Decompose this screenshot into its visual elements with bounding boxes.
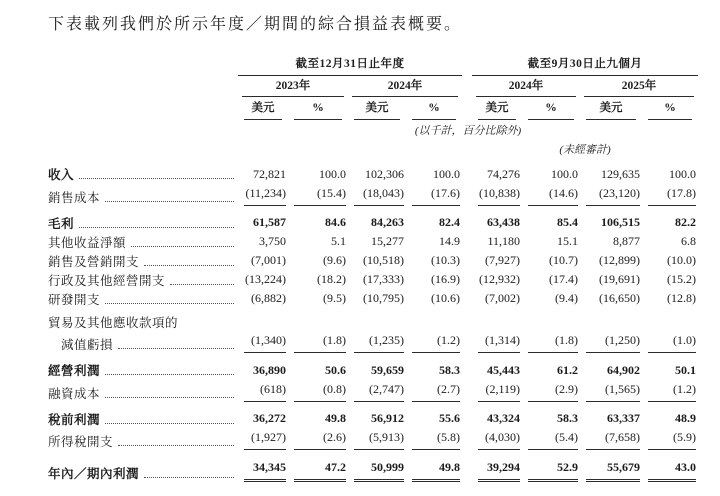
table-row (48, 308, 698, 331)
cell-value: 55.6 (439, 411, 460, 425)
cell-value: (7,002) (485, 291, 520, 305)
cell-value: 106,515 (601, 215, 640, 229)
unit-header-row (48, 97, 698, 120)
unit-header-pct: % (648, 97, 692, 120)
cell-value: (7,927) (485, 253, 520, 267)
dot-leader (144, 477, 234, 478)
cell-value: (19,691) (599, 272, 640, 286)
cell-value: (23,120) (580, 183, 642, 206)
cell-value: (10,518) (363, 253, 404, 267)
table-row (48, 331, 698, 354)
cell-value: (1.0) (642, 331, 698, 354)
row-label: 所得稅開支 (48, 428, 238, 451)
cell-value: (5,913) (348, 428, 406, 451)
cell-value: (18,043) (348, 183, 406, 206)
cell-value: (1,235) (348, 331, 406, 354)
unit-header-usd: 美元 (586, 97, 636, 120)
cell-value: (7,658) (580, 428, 642, 451)
cell-value: 58.3 (439, 362, 460, 377)
cell-value: (1.2) (642, 379, 698, 402)
cell-value: 56,912 (371, 411, 404, 425)
table-row (48, 428, 698, 451)
cell-value: 36,890 (253, 362, 286, 377)
row-label: 銷售成本 (48, 183, 238, 206)
cell-value: (1,250) (580, 331, 642, 354)
row-label: 稅前利潤 (48, 402, 238, 428)
cell-value: 3,750 (259, 234, 286, 248)
dot-leader (170, 284, 234, 285)
cell-value: 84.6 (325, 215, 346, 229)
dot-leader (131, 246, 234, 247)
dot-leader (105, 423, 234, 424)
cell-value: (13,224) (245, 272, 286, 286)
cell-value: 15,277 (371, 234, 404, 248)
cell-value: 61,587 (253, 215, 286, 229)
cell-value: (4,030) (472, 428, 522, 451)
cell-value: 64,902 (607, 362, 640, 377)
dot-leader (79, 227, 234, 228)
cell-value: 61.2 (557, 362, 578, 377)
cell-value: (2,119) (472, 379, 522, 402)
cell-value: (6,882) (251, 291, 286, 305)
cell-value (522, 308, 580, 331)
cell-value: (10.7) (549, 253, 578, 267)
cell-value: 100.0 (551, 166, 578, 181)
cell-value: (17.4) (549, 272, 578, 286)
cell-value: 48.9 (675, 411, 696, 425)
cell-value: (5.4) (522, 428, 580, 451)
cell-value: 6.8 (681, 234, 696, 248)
cell-value: (618) (238, 379, 288, 402)
table-row (48, 183, 698, 206)
cell-value: (2.6) (288, 428, 348, 451)
row-label: 行政及其他經營開支 (48, 270, 238, 289)
unit-header-pct: % (528, 97, 574, 120)
cell-value: (9.4) (555, 291, 578, 305)
cell-value: 63,337 (607, 411, 640, 425)
cell-value (472, 308, 522, 331)
cell-value: (10.0) (667, 253, 696, 267)
cell-value: 58.3 (557, 411, 578, 425)
group-header-interim: 截至9月30日止九個月 (472, 56, 698, 76)
cell-value: 102,306 (365, 166, 404, 181)
cell-value (288, 308, 348, 331)
cell-value: 100.0 (433, 166, 460, 181)
note-row-unaudited (48, 139, 698, 164)
cell-value: (11,234) (238, 183, 288, 206)
cell-value (238, 308, 288, 331)
cell-value: 50.1 (675, 362, 696, 377)
row-label: 其他收益淨額 (48, 232, 238, 251)
cell-value: (18.2) (317, 272, 346, 286)
table-row (48, 402, 698, 428)
income-statement-table (48, 56, 698, 482)
cell-value: (12.8) (667, 291, 696, 305)
row-label: 經營利潤 (48, 353, 238, 379)
cell-value: 72,821 (253, 166, 286, 181)
cell-value: (17.8) (642, 183, 698, 206)
group-header-row (48, 56, 698, 76)
cell-value: (16.9) (431, 272, 460, 286)
table-row (48, 251, 698, 270)
table-row (48, 206, 698, 232)
cell-value: (10,838) (472, 183, 522, 206)
table-row (48, 270, 698, 289)
cell-value: 129,635 (601, 166, 640, 181)
dot-leader (105, 374, 234, 375)
unit-header-pct: % (412, 97, 456, 120)
cell-value: 100.0 (669, 166, 696, 181)
cell-value: 82.2 (675, 215, 696, 229)
cell-value: (9.5) (323, 291, 346, 305)
cell-value: (12,899) (599, 253, 640, 267)
income-table-body (48, 164, 698, 482)
cell-value: (7,001) (251, 253, 286, 267)
unit-header-usd: 美元 (244, 97, 282, 120)
cell-value: (10,795) (363, 291, 404, 305)
row-label: 貿易及其他應收款項的 (48, 315, 179, 330)
dot-leader (118, 348, 234, 349)
cell-value: (1,314) (472, 331, 522, 354)
table-row (48, 289, 698, 308)
cell-value: (10.3) (431, 253, 460, 267)
cell-value: 100.0 (319, 166, 346, 181)
cell-value: (15.2) (667, 272, 696, 286)
cell-value (348, 308, 406, 331)
cell-value: (12,932) (479, 272, 520, 286)
row-label: 融資成本 (48, 379, 238, 402)
row-label: 毛利 (48, 206, 238, 232)
cell-value: 49.8 (406, 450, 462, 482)
table-row (48, 232, 698, 251)
year-header-9m2024: 2024年 (476, 76, 576, 97)
cell-value: 11,180 (487, 234, 520, 248)
cell-value (580, 308, 642, 331)
cell-value: 85.4 (557, 215, 578, 229)
cell-value: (1,927) (238, 428, 288, 451)
cell-value: (15.4) (288, 183, 348, 206)
unit-header-pct: % (294, 97, 342, 120)
dot-leader (105, 201, 234, 202)
cell-value: (1.2) (406, 331, 462, 354)
cell-value: (16,650) (599, 291, 640, 305)
cell-value: 52.9 (522, 450, 580, 482)
cell-value: 47.2 (288, 450, 348, 482)
cell-value: (2.7) (406, 379, 462, 402)
cell-value: (1.8) (288, 331, 348, 354)
dot-leader (118, 445, 234, 446)
cell-value: 45,443 (487, 362, 520, 377)
row-label: 收入 (48, 164, 238, 183)
year-header-2023: 2023年 (242, 76, 344, 97)
cell-value (406, 308, 462, 331)
year-header-row (48, 76, 698, 97)
table-row (48, 164, 698, 183)
row-label: 銷售及營銷開支 (48, 251, 238, 270)
cell-value: 34,345 (238, 450, 288, 482)
cell-value: 50.6 (325, 362, 346, 377)
cell-value: 15.1 (557, 234, 578, 248)
cell-value: 49.8 (325, 411, 346, 425)
year-header-9m2025: 2025年 (584, 76, 694, 97)
cell-value: 84,263 (371, 215, 404, 229)
cell-value: 55,679 (580, 450, 642, 482)
cell-value: 59,659 (371, 362, 404, 377)
row-label: 研發開支 (48, 289, 238, 308)
cell-value: 39,294 (472, 450, 522, 482)
cell-value: (2.9) (522, 379, 580, 402)
cell-value: (0.8) (288, 379, 348, 402)
cell-value (642, 308, 698, 331)
dot-leader (105, 397, 234, 398)
table-row (48, 450, 698, 482)
cell-value: (1,340) (238, 331, 288, 354)
dot-leader (144, 265, 234, 266)
cell-value: 63,438 (487, 215, 520, 229)
dot-leader (105, 303, 234, 304)
table-row (48, 379, 698, 402)
table-row (48, 353, 698, 379)
dot-leader (79, 178, 234, 179)
row-label: 減值虧損 (48, 331, 238, 354)
cell-value: 14.9 (439, 234, 460, 248)
cell-value: (14.6) (522, 183, 580, 206)
unit-header-usd: 美元 (354, 97, 400, 120)
cell-value: (9.6) (323, 253, 346, 267)
cell-value: (5.9) (642, 428, 698, 451)
intro-paragraph: 下表載列我們於所示年度／期間的綜合損益表概要。 (48, 16, 463, 33)
cell-value: 36,272 (253, 411, 286, 425)
cell-value: (1.8) (522, 331, 580, 354)
cell-value: 74,276 (487, 166, 520, 181)
unit-header-usd: 美元 (478, 97, 516, 120)
cell-value: 50,999 (348, 450, 406, 482)
cell-value: (10.6) (431, 291, 460, 305)
cell-value: 43,324 (487, 411, 520, 425)
cell-value: 43.0 (642, 450, 698, 482)
cell-value: 5.1 (331, 234, 346, 248)
cell-value: (17,333) (363, 272, 404, 286)
cell-value: 8,877 (613, 234, 640, 248)
cell-value: (2,747) (348, 379, 406, 402)
cell-value: (17.6) (406, 183, 462, 206)
row-label: 年內／期內利潤 (48, 450, 238, 482)
cell-value: (5.8) (406, 428, 462, 451)
year-header-2024: 2024年 (352, 76, 458, 97)
note-row-units (48, 120, 698, 139)
cell-value: (1,565) (580, 379, 642, 402)
note-unaudited: (未經審計) (559, 144, 611, 156)
group-header-annual: 截至12月31日止年度 (238, 56, 462, 76)
cell-value: 82.4 (439, 215, 460, 229)
note-units: (以千計，百分比除外) (414, 125, 522, 137)
